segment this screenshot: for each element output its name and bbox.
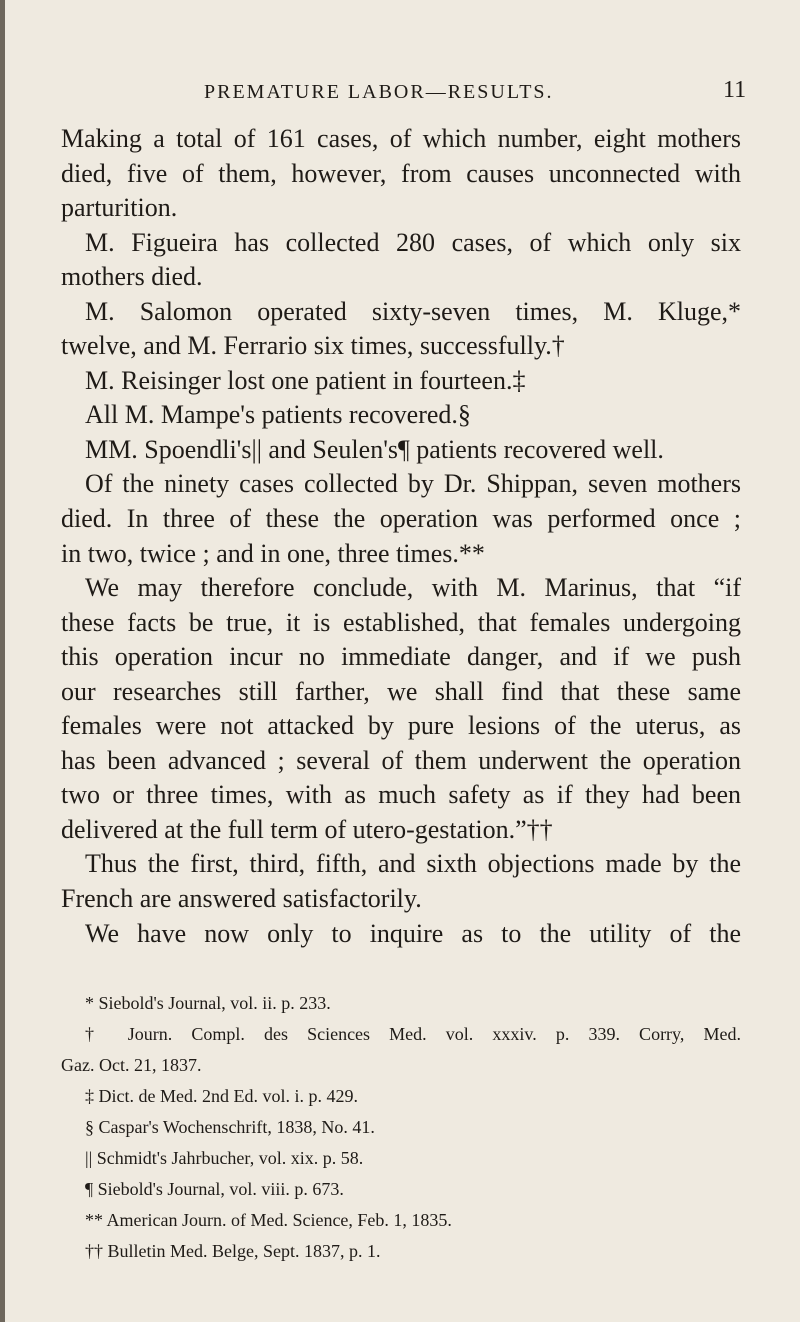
body-line: Of the ninety cases collected by Dr. Shippan, seven mothers	[85, 469, 741, 499]
body-line: MM. Spoendli's|| and Seulen's¶ patients recovered well.	[85, 434, 664, 464]
body-line: Thus the first, third, fifth, and sixth objections made by the	[85, 849, 741, 879]
footnote-line: Gaz. Oct. 21, 1837.	[61, 1055, 202, 1075]
running-header-title: PREMATURE LABOR—RESULTS.	[204, 81, 554, 103]
body-line: in two, twice ; and in one, three times.**	[61, 538, 485, 568]
footnote-line: ** American Journ. of Med. Science, Feb. 1, 1835.	[85, 1210, 452, 1230]
body-line: died. In three of these the operation was performed once ;	[61, 504, 741, 534]
body-line: M. Salomon operated sixty-seven times, M. Kluge,*	[85, 296, 741, 326]
footnote-line: * Siebold's Journal, vol. ii. p. 233.	[85, 993, 331, 1013]
body-line: this operation incur no immediate danger, and if we push	[61, 642, 741, 672]
body-line: mothers died.	[61, 262, 203, 292]
body-line: delivered at the full term of utero-gestation.”††	[61, 814, 553, 844]
body-line: We have now only to inquire as to the utility of the	[85, 918, 741, 948]
footnote-line: †† Bulletin Med. Belge, Sept. 1837, p. 1.	[85, 1241, 381, 1261]
body-line: our researches still farther, we shall find that these same	[61, 676, 741, 706]
body-line: M. Figueira has collected 280 cases, of which only six	[85, 227, 741, 257]
footnote-line: ¶ Siebold's Journal, vol. viii. p. 673.	[85, 1179, 344, 1199]
body-line: Making a total of 161 cases, of which number, eight mothers	[61, 124, 741, 153]
body-line: has been advanced ; several of them underwent the operation	[61, 745, 741, 775]
footnote-line: § Caspar's Wochenschrift, 1838, No. 41.	[85, 1117, 375, 1137]
body-line: We may therefore conclude, with M. Marinus, that “if	[85, 573, 741, 603]
page-number: 11	[723, 77, 747, 103]
footnote-line: ‡ Dict. de Med. 2nd Ed. vol. i. p. 429.	[85, 1086, 358, 1106]
footnote-line: † Journ. Compl. des Sciences Med. vol. xxxiv. p. 339. Corry, Med.	[85, 1024, 741, 1044]
main-text-block	[61, 122, 741, 951]
body-line: two or three times, with as much safety as if they had been	[61, 780, 741, 810]
body-line: twelve, and M. Ferrario six times, successfully.†	[61, 331, 565, 361]
body-line: females were not attacked by pure lesions of the uterus, as	[61, 711, 741, 741]
page-binding-edge	[0, 0, 5, 1322]
footnote-line: || Schmidt's Jahrbucher, vol. xix. p. 58.	[85, 1148, 364, 1168]
body-line: these facts be true, it is established, that females undergoing	[61, 607, 741, 637]
body-line: French are answered satisfactorily.	[61, 884, 422, 914]
body-line: died, five of them, however, from causes unconnected with	[61, 158, 741, 188]
footnotes-block	[61, 988, 741, 1267]
body-line: M. Reisinger lost one patient in fourteen.‡	[85, 365, 526, 395]
body-line: parturition.	[61, 193, 178, 223]
body-line: All M. Mampe's patients recovered.§	[85, 400, 471, 430]
